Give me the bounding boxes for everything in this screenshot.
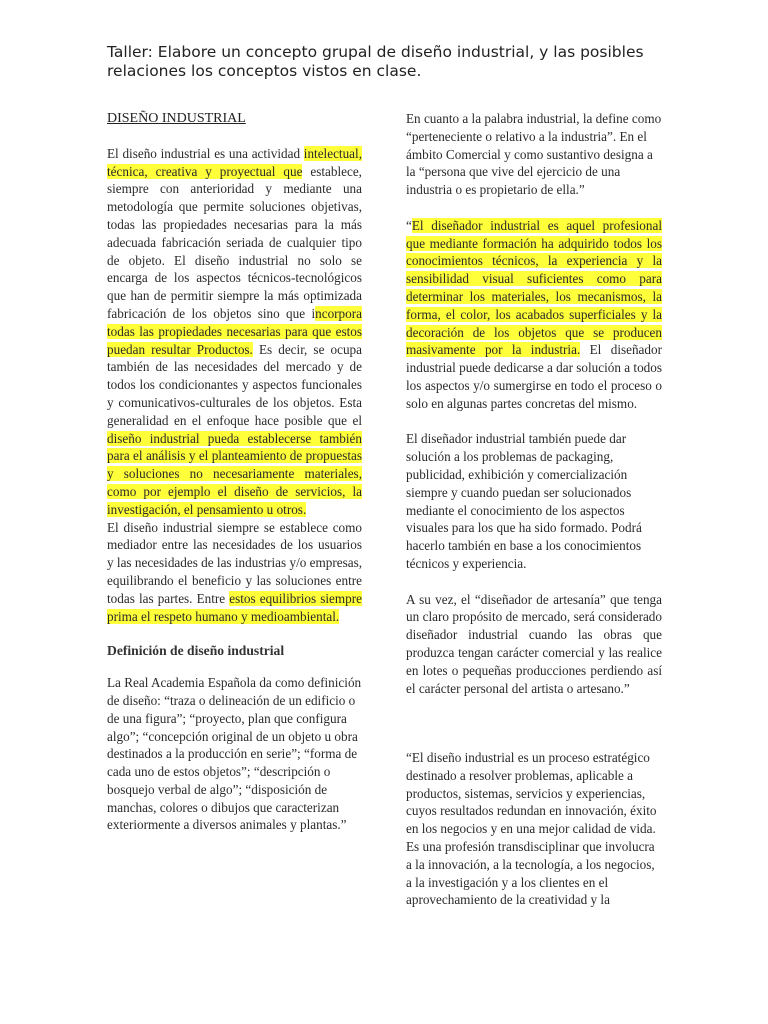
paragraph-designer xyxy=(406,217,662,413)
paragraph-packaging: El diseñador industrial también puede dar solución a los problemas de packaging, publicidad, exhibición y comercialización siempre y cuando puedan ser solucionados mediante el conocimiento de los aspectos visuales para los que ha sido formado. Podrá hacerlo también en base a los conocimientos técnicos y experiencia. xyxy=(406,431,642,571)
paragraph-mediator xyxy=(107,519,362,626)
right-column xyxy=(406,110,662,909)
text-run: El diseñador industrial puede dedicarse a dar solución a todos los aspectos y/o sumergirse en todo el proceso o solo en algunas partes concretas del mismo. xyxy=(406,342,662,411)
paragraph-definition xyxy=(107,145,362,519)
highlighted-text: El diseñador industrial es aquel profesional que mediante formación ha adquirido todos los conocimientos técnicos, la experiencia y la sensibilidad visual suficientes como para determinar los materiales, los mecanismos, la forma, el color, los acabados superficiales y la decoración de los objetos que se producen masivamente por la industria. xyxy=(406,217,662,358)
left-column xyxy=(107,110,362,834)
text-run: Es decir, se ocupa también de las necesidades del mercado y de todos los condicionantes y aspectos funcionales y comunicativos-culturales de los objetos. Esta generalidad en el enfoque hace posible que el xyxy=(107,341,362,428)
text-run: El diseño industrial siempre se establece como mediador entre las necesidades de los usuarios y las necesidades de las industrias y/o empresas, equilibrando el beneficio y las soluciones entre todas las partes. Entre xyxy=(107,519,362,606)
section-heading: DISEÑO INDUSTRIAL xyxy=(107,111,246,126)
paragraph-process: “El diseño industrial es un proceso estratégico destinado a resolver problemas, aplicable a productos, sistemas, servicios y experiencias, cuyos resultados redundan en innovación, éxito en los negocios y en una mejor calidad de vida. Es una profesión transdisciplinar que involucra a la innovación, a la tecnología, a los negocios, a la investigación y a los clientes en el aprovechamiento de la creatividad y la xyxy=(406,750,657,908)
highlighted-text: diseño industrial pueda establecerse también para el análisis y el planteamiento de propuestas y soluciones no necesariamente materiales, como por ejemplo el diseño de servicios, la investigación, el pensamiento u otros. xyxy=(107,430,362,517)
highlighted-text: estos equilibrios siempre prima el respeto humano y medioambiental. xyxy=(107,590,362,624)
spacer xyxy=(406,731,662,749)
spacer xyxy=(406,199,662,217)
paragraph-artesania: A su vez, el “diseñador de artesanía” que tenga un claro propósito de mercado, será considerado diseñador industrial cuando las obras que produzca tengan carácter comercial y las realice en lotes o pequeñas producciones perdiendo así el carácter personal del artista o artesano.” xyxy=(406,591,662,696)
paragraph-rae: La Real Academia Española da como definición de diseño: “traza o delineación de un edificio o de una figura”; “proyecto, plan que configura algo”; “concepción original de un objeto u obra destinados a la producción en serie”; “forma de cada uno de estos objetos”; “descripción o bosquejo verbal de algo”; “disposición de manchas, colores o dibujos que caracterizan exteriormente a diversos animales y plantas.” xyxy=(107,675,362,833)
text-run: establece, siempre con anterioridad y mediante una metodología que permite soluciones objetivas, todas las propiedades necesarias para la más adecuada fabricación seriada de cualquier tipo de objeto. El diseño industrial no solo se encarga de los aspectos técnicos-tecnológicos que han de permitir siempre la más optimizada fabricación de los objetos sino que i xyxy=(107,163,362,321)
text-run: El diseño industrial es una actividad xyxy=(107,145,304,161)
highlighted-text: intelectual, técnica, creativa y proyectual que xyxy=(107,145,362,179)
spacer xyxy=(406,697,662,731)
text-run: “ xyxy=(406,217,412,233)
paragraph-industrial: En cuanto a la palabra industrial, la define como “perteneciente o relativo a la industria”. En el ámbito Comercial y como sustantivo designa a la “persona que vive del ejercicio de una industria o es propietario de ella.” xyxy=(406,111,662,198)
highlighted-text: ncorpora todas las propiedades necesarias para que estos puedan resultar Productos. xyxy=(107,305,362,357)
spacer xyxy=(406,413,662,431)
definition-heading: Definición de diseño industrial xyxy=(107,643,285,659)
document-title: Taller: Elabore un concepto grupal de diseño industrial, y las posibles relaciones los conceptos vistos en clase. xyxy=(107,43,644,80)
spacer xyxy=(406,573,662,591)
